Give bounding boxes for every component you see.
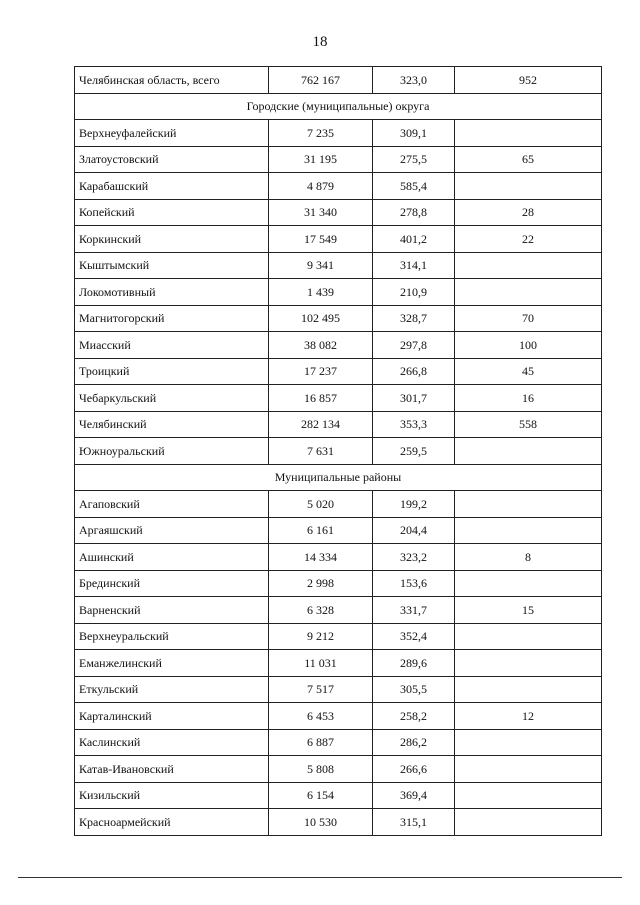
section-header-row (75, 464, 602, 491)
rate-cell: 275,5 (373, 146, 455, 173)
rate-cell: 266,6 (373, 756, 455, 783)
extra-cell: 28 (455, 199, 602, 226)
table-row (75, 332, 602, 359)
rate-cell: 369,4 (373, 782, 455, 809)
table-row (75, 305, 602, 332)
name-cell: Кыштымский (75, 252, 269, 279)
rate-cell: 278,8 (373, 199, 455, 226)
section-title: Муниципальные районы (75, 464, 602, 491)
table-row (75, 570, 602, 597)
table-row (75, 623, 602, 650)
rate-cell: 305,5 (373, 676, 455, 703)
population-cell: 7 235 (269, 120, 373, 147)
extra-cell: 100 (455, 332, 602, 359)
rate-cell: 352,4 (373, 623, 455, 650)
extra-cell (455, 517, 602, 544)
population-cell: 10 530 (269, 809, 373, 836)
name-cell: Троицкий (75, 358, 269, 385)
table-row (75, 385, 602, 412)
table-row-total (75, 67, 602, 94)
extra-cell (455, 650, 602, 677)
extra-cell: 70 (455, 305, 602, 332)
name-cell: Златоустовский (75, 146, 269, 173)
population-cell: 6 154 (269, 782, 373, 809)
rate-cell: 331,7 (373, 597, 455, 624)
rate-cell: 297,8 (373, 332, 455, 359)
population-cell: 2 998 (269, 570, 373, 597)
rate-cell: 210,9 (373, 279, 455, 306)
population-cell: 14 334 (269, 544, 373, 571)
table-row (75, 703, 602, 730)
total-rate-cell: 323,0 (373, 67, 455, 94)
population-cell: 6 328 (269, 597, 373, 624)
extra-cell (455, 782, 602, 809)
name-cell: Верхнеуральский (75, 623, 269, 650)
table-row (75, 676, 602, 703)
table-row (75, 252, 602, 279)
name-cell: Карталинский (75, 703, 269, 730)
population-cell: 11 031 (269, 650, 373, 677)
table-row (75, 120, 602, 147)
extra-cell (455, 729, 602, 756)
table-row (75, 756, 602, 783)
table-row (75, 782, 602, 809)
name-cell: Еманжелинский (75, 650, 269, 677)
name-cell: Карабашский (75, 173, 269, 200)
page-number: 18 (312, 34, 328, 50)
extra-cell (455, 756, 602, 783)
extra-cell (455, 438, 602, 465)
rate-cell: 199,2 (373, 491, 455, 518)
table-row (75, 358, 602, 385)
population-cell: 31 195 (269, 146, 373, 173)
rate-cell: 309,1 (373, 120, 455, 147)
rate-cell: 289,6 (373, 650, 455, 677)
total-name-cell: Челябинская область, всего (75, 67, 269, 94)
extra-cell: 558 (455, 411, 602, 438)
name-cell: Чебаркульский (75, 385, 269, 412)
rate-cell: 301,7 (373, 385, 455, 412)
name-cell: Агаповский (75, 491, 269, 518)
extra-cell (455, 173, 602, 200)
table-row (75, 491, 602, 518)
name-cell: Аргаяшский (75, 517, 269, 544)
extra-cell: 16 (455, 385, 602, 412)
table-row (75, 729, 602, 756)
rate-cell: 266,8 (373, 358, 455, 385)
extra-cell: 12 (455, 703, 602, 730)
extra-cell: 45 (455, 358, 602, 385)
table-body (75, 67, 602, 836)
name-cell: Верхнеуфалейский (75, 120, 269, 147)
table-row (75, 173, 602, 200)
population-cell: 5 808 (269, 756, 373, 783)
name-cell: Варненский (75, 597, 269, 624)
rate-cell: 314,1 (373, 252, 455, 279)
name-cell: Магнитогорский (75, 305, 269, 332)
name-cell: Копейский (75, 199, 269, 226)
extra-cell: 15 (455, 597, 602, 624)
population-cell: 7 517 (269, 676, 373, 703)
name-cell: Брединский (75, 570, 269, 597)
extra-cell: 22 (455, 226, 602, 253)
rate-cell: 323,2 (373, 544, 455, 571)
table-row (75, 597, 602, 624)
name-cell: Миасский (75, 332, 269, 359)
table-row (75, 226, 602, 253)
table-row (75, 199, 602, 226)
name-cell: Катав-Ивановский (75, 756, 269, 783)
rate-cell: 204,4 (373, 517, 455, 544)
rate-cell: 286,2 (373, 729, 455, 756)
rate-cell: 401,2 (373, 226, 455, 253)
extra-cell (455, 623, 602, 650)
name-cell: Локомотивный (75, 279, 269, 306)
name-cell: Ашинский (75, 544, 269, 571)
table-row (75, 650, 602, 677)
section-header-row (75, 93, 602, 120)
extra-cell (455, 570, 602, 597)
population-cell: 6 887 (269, 729, 373, 756)
population-cell: 4 879 (269, 173, 373, 200)
name-cell: Еткульский (75, 676, 269, 703)
population-cell: 9 341 (269, 252, 373, 279)
extra-cell (455, 491, 602, 518)
population-cell: 16 857 (269, 385, 373, 412)
population-cell: 6 161 (269, 517, 373, 544)
population-cell: 1 439 (269, 279, 373, 306)
population-cell: 38 082 (269, 332, 373, 359)
name-cell: Южноуральский (75, 438, 269, 465)
name-cell: Кизильский (75, 782, 269, 809)
population-cell: 282 134 (269, 411, 373, 438)
total-extra-cell: 952 (455, 67, 602, 94)
table-row (75, 146, 602, 173)
population-cell: 6 453 (269, 703, 373, 730)
rate-cell: 258,2 (373, 703, 455, 730)
extra-cell: 65 (455, 146, 602, 173)
rate-cell: 153,6 (373, 570, 455, 597)
name-cell: Челябинский (75, 411, 269, 438)
extra-cell (455, 279, 602, 306)
table-row (75, 517, 602, 544)
total-population-cell: 762 167 (269, 67, 373, 94)
population-cell: 17 549 (269, 226, 373, 253)
table-row (75, 279, 602, 306)
extra-cell: 8 (455, 544, 602, 571)
extra-cell (455, 120, 602, 147)
statistics-table (74, 66, 602, 836)
section-title: Городские (муниципальные) округа (75, 93, 602, 120)
population-cell: 102 495 (269, 305, 373, 332)
name-cell: Красноармейский (75, 809, 269, 836)
population-cell: 9 212 (269, 623, 373, 650)
table-row (75, 544, 602, 571)
rate-cell: 315,1 (373, 809, 455, 836)
rate-cell: 353,3 (373, 411, 455, 438)
name-cell: Каслинский (75, 729, 269, 756)
population-cell: 5 020 (269, 491, 373, 518)
population-cell: 31 340 (269, 199, 373, 226)
population-cell: 7 631 (269, 438, 373, 465)
rate-cell: 259,5 (373, 438, 455, 465)
rate-cell: 328,7 (373, 305, 455, 332)
table-row (75, 438, 602, 465)
extra-cell (455, 676, 602, 703)
table-row (75, 411, 602, 438)
footer-divider (18, 877, 622, 878)
extra-cell (455, 252, 602, 279)
name-cell: Коркинский (75, 226, 269, 253)
table-row (75, 809, 602, 836)
population-cell: 17 237 (269, 358, 373, 385)
rate-cell: 585,4 (373, 173, 455, 200)
extra-cell (455, 809, 602, 836)
